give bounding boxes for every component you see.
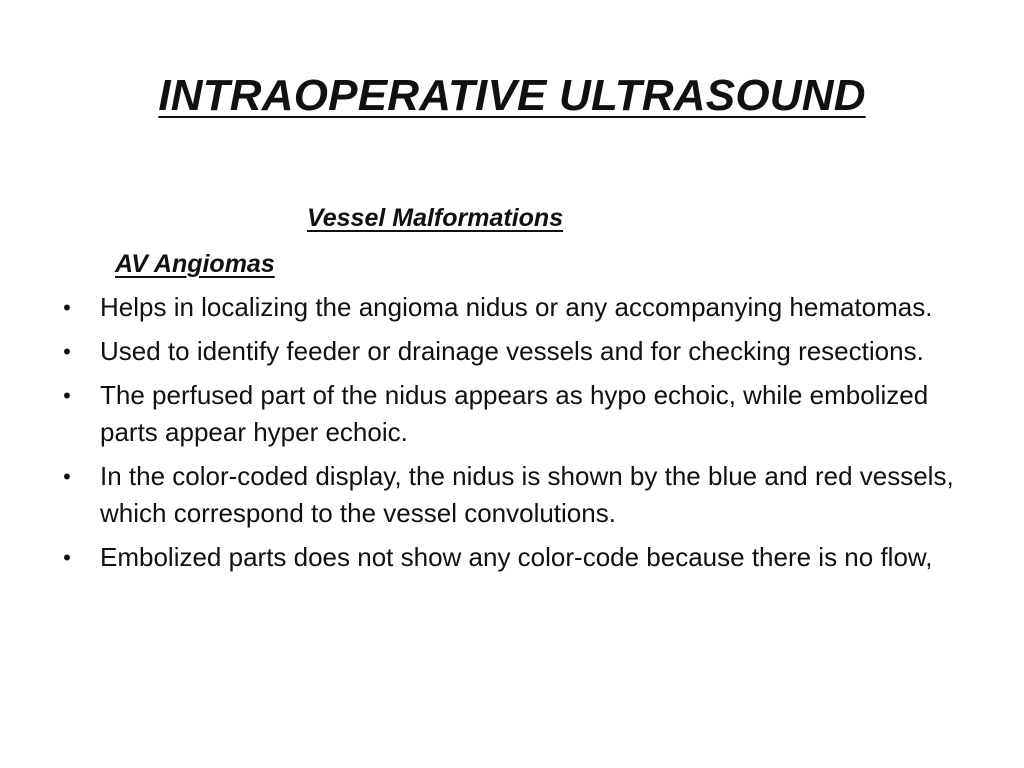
bullet-text: The perfused part of the nidus appears as hypo echoic, while embolized parts appear hyper echoic.	[100, 380, 929, 447]
bullet-dot-icon: •	[63, 464, 71, 489]
bullet-text: Used to identify feeder or drainage vessels and for checking resections.	[100, 336, 924, 366]
bullet-text: In the color-coded display, the nidus is shown by the blue and red vessels, which correspond to the vessel convolutions.	[100, 461, 954, 528]
bullet-list	[54, 289, 984, 583]
bullet-item	[54, 458, 984, 532]
bullet-item	[54, 539, 984, 576]
bullet-dot-icon: •	[63, 545, 71, 570]
bullet-dot-icon: •	[63, 339, 71, 364]
bullet-dot-icon: •	[63, 295, 71, 320]
bullet-item	[54, 289, 984, 326]
bullet-text: Helps in localizing the angioma nidus or any accompanying hematomas.	[100, 292, 933, 322]
slide-title: INTRAOPERATIVE ULTRASOUND	[158, 71, 866, 120]
bullet-item	[54, 333, 984, 370]
bullet-item	[54, 377, 984, 451]
bullet-text: Embolized parts does not show any color-code because there is no flow,	[100, 542, 933, 572]
section-heading-av-angiomas: AV Angiomas	[115, 250, 275, 278]
bullet-dot-icon: •	[63, 383, 71, 408]
section-heading-vessel-malformations: Vessel Malformations	[307, 204, 564, 232]
